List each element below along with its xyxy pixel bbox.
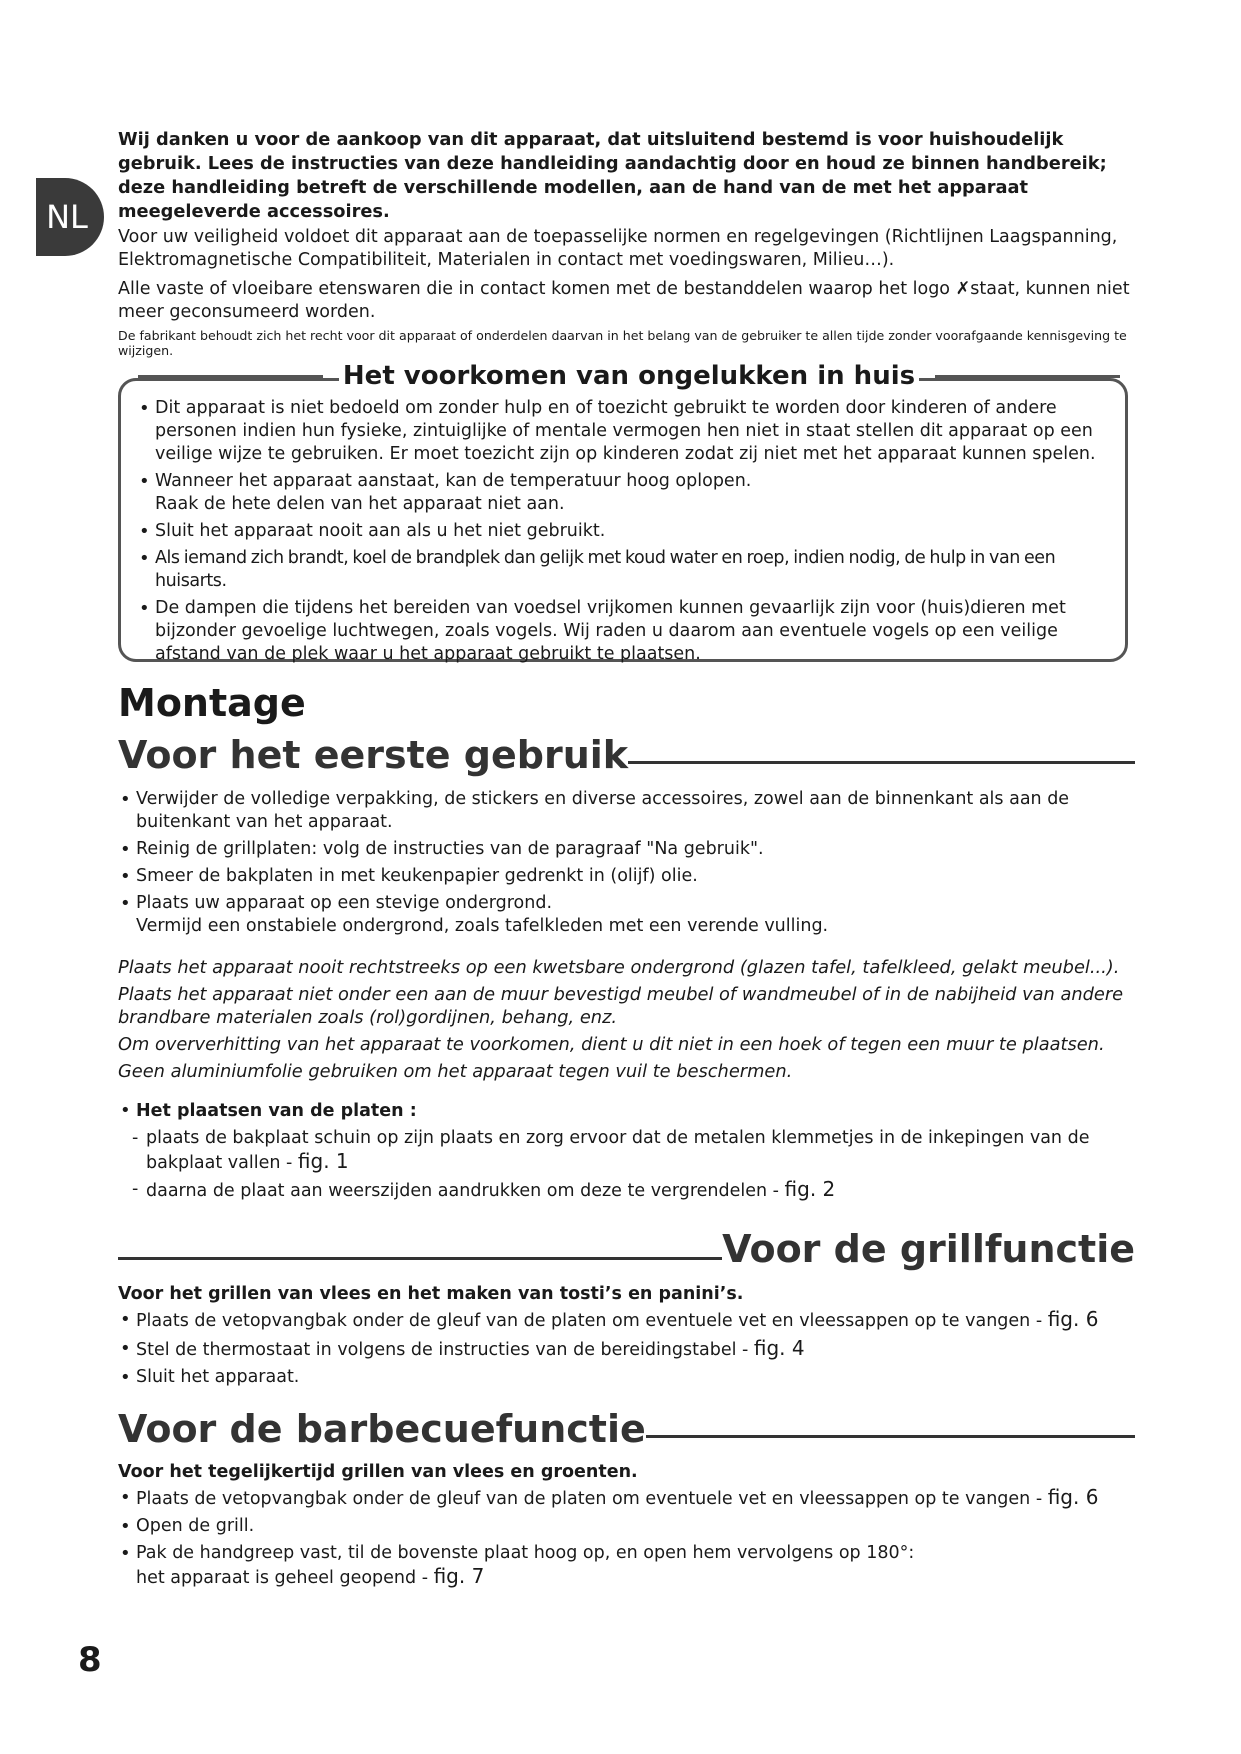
barbecue-heading (118, 1402, 1135, 1456)
list-item: • Smeer de bakplaten in met keukenpapier gedrenkt in (olijf) olie. (118, 865, 1135, 888)
list-item (118, 1308, 1135, 1333)
intro-section (118, 128, 1135, 358)
safety-box (118, 378, 1128, 662)
grill-title: Voor de grillfunctie (722, 1227, 1135, 1271)
food-contact-text-1: Alle vaste of vloeibare etenswaren die in contact komen met de bestanddelen waarop het logo (118, 279, 956, 299)
manufacturer-disclaimer: De fabrikant behoudt zich het recht voor dit apparaat of onderdelen daarvan in het belang van de gebruiker te allen tijde zonder voorafgaande kennisgeving te wijzigen. (118, 328, 1127, 358)
grill-section (118, 1282, 1135, 1393)
figure-reference: fig. 7 (433, 1564, 485, 1588)
plates-steps (118, 1127, 1135, 1203)
warning-note: Geen aluminiumfolie gebruiken om het apparaat tegen vuil te beschermen. (118, 1061, 793, 1082)
safety-title: Het voorkomen van ongelukken in huis (339, 361, 919, 391)
list-item-continuation (136, 1565, 1135, 1590)
barbecue-lead: Voor het tegelijkertijd grillen van vlees en groenten. (118, 1462, 638, 1482)
grill-lead: Voor het grillen van vlees en het maken van tosti’s en panini’s. (118, 1284, 744, 1304)
list-item: • De dampen die tijdens het bereiden van voedsel vrijkomen kunnen gevaarlijk zijn voor (huis)dieren met bijzonder gevoelige luchtwegen, zoals vogels. Wij raden u daarom aan eventuele vogels op een veilige afstand van de plek waar u het apparaat gebruikt te plaatsen. (137, 597, 1111, 666)
food-contact-paragraph (118, 278, 1135, 324)
list-item-text: Pak de handgreep vast, til de bovenste plaat hoog op, en open hem vervolgens op 180°: (136, 1543, 915, 1563)
list-item: • Dit apparaat is niet bedoeld om zonder hulp en of toezicht gebruikt te worden door kinderen of andere personen indien hun fysieke, zintuiglijke of mentale vermogen hen niet in staat stellen dit apparaat op een veilige wijze te gebruiken. Er moet toezicht zijn op kinderen zodat zij niet met het apparaat kunnen spelen. (137, 397, 1111, 466)
plates-list (118, 1099, 1135, 1123)
page-number: 8 (78, 1640, 102, 1680)
list-item: • Sluit het apparaat nooit aan als u het niet gebruikt. (137, 520, 1111, 543)
list-item-text: Plaats de vetopvangbak onder de gleuf van de platen om eventuele vet en vleessappen op te vangen - (136, 1311, 1048, 1331)
barbecue-section (118, 1460, 1135, 1594)
warning-note: Om oververhitting van het apparaat te voorkomen, dient u dit niet in een hoek of tegen een muur te plaatsen. (118, 1034, 1105, 1055)
list-item (118, 1486, 1135, 1511)
list-item (118, 1099, 1135, 1123)
figure-reference: fig. 1 (297, 1149, 349, 1173)
list-item (118, 1366, 1135, 1389)
safety-title-bar (118, 356, 1128, 396)
montage-heading: Montage (118, 681, 306, 725)
list-item (137, 470, 1111, 516)
plates-heading: Het plaatsen van de platen : (136, 1101, 417, 1121)
language-tab: NL (36, 178, 104, 256)
first-use-section (118, 788, 1135, 1206)
safety-compliance-paragraph: Voor uw veiligheid voldoet dit apparaat aan de toepasselijke normen en regelgevingen (Richtlijnen Laagspanning, Elektromagnetische Compatibiliteit, Materialen in contact met voedingswaren, Milieu…). (118, 227, 1118, 270)
heading-rule (646, 1435, 1135, 1438)
title-rule-left (138, 375, 323, 378)
list-item-text: Plaats de vetopvangbak onder de gleuf van de platen om eventuele vet en vleessappen op te vangen - (136, 1489, 1048, 1509)
food-contact-text-2: staat, kunnen niet meer geconsumeerd worden. (118, 279, 1130, 322)
step-text: plaats de bakplaat schuin op zijn plaats en zorg ervoor dat de metalen klemmetjes in de inkepingen van de bakplaat vallen - (146, 1128, 1090, 1173)
list-item (118, 1337, 1135, 1362)
barbecue-title: Voor de barbecuefunctie (118, 1407, 646, 1451)
list-item: • Als iemand zich brandt, koel de brandplek dan gelijk met koud water en roep, indien nodig, de hulp in van een huisarts. (137, 547, 1111, 593)
first-use-list (118, 788, 1135, 938)
grill-list (118, 1308, 1135, 1389)
list-item-text: Open de grill. (136, 1516, 255, 1536)
list-item-continuation: Raak de hete delen van het apparaat niet aan. (155, 494, 565, 514)
figure-reference: fig. 6 (1047, 1485, 1099, 1509)
list-item-text: Sluit het apparaat. (136, 1367, 300, 1387)
intro-bold-paragraph: Wij danken u voor de aankoop van dit apparaat, dat uitsluitend bestemd is voor huishoudelijk gebruik. Lees de instructies van deze handleiding aandachtig door en houd ze binnen handbereik; deze handleiding betreft de verschillende modellen, aan de hand van de met het apparaat meegeleverde accessoires. (118, 129, 1107, 222)
list-item (118, 1542, 1135, 1590)
list-item-continuation: Vermijd een onstabiele ondergrond, zoals tafelkleden met een verende vulling. (136, 916, 829, 936)
list-item: • Reinig de grillplaten: volg de instructies van de paragraaf "Na gebruik". (118, 838, 1135, 861)
list-item (132, 1178, 1135, 1203)
list-item-text: Wanneer het apparaat aanstaat, kan de temperatuur hoog oplopen. (155, 471, 752, 491)
heading-rule (628, 761, 1135, 764)
list-item (132, 1127, 1135, 1175)
figure-reference: fig. 6 (1047, 1307, 1099, 1331)
grill-heading (118, 1222, 1135, 1276)
warning-note: Plaats het apparaat nooit rechtstreeks op een kwetsbare ondergrond (glazen tafel, tafelkleed, gelakt meubel...). (118, 957, 1120, 978)
step-text: daarna de plaat aan weerszijden aandrukken om deze te vergrendelen - (146, 1181, 785, 1201)
title-rule-right (935, 375, 1120, 378)
list-item-text: het apparaat is geheel geopend - (136, 1568, 434, 1588)
list-item: • Verwijder de volledige verpakking, de stickers en diverse accessoires, zowel aan de binnenkant als aan de buitenkant van het apparaat. (118, 788, 1135, 834)
list-item-text: Plaats uw apparaat op een stevige ondergrond. (136, 893, 553, 913)
list-item (118, 1515, 1135, 1538)
heading-rule (118, 1257, 722, 1260)
warning-note: Plaats het apparaat niet onder een aan de muur bevestigd meubel of wandmeubel of in de nabijheid van andere brandbare materialen zoals (rol)gordijnen, behang, enz. (118, 984, 1124, 1028)
figure-reference: fig. 4 (753, 1336, 805, 1360)
safety-list (137, 397, 1111, 666)
figure-reference: fig. 2 (784, 1177, 836, 1201)
first-use-title: Voor het eerste gebruik (118, 733, 629, 777)
first-use-heading (118, 728, 1135, 782)
not-for-food-logo-icon: ✗ (955, 279, 971, 299)
list-item-text: Stel de thermostaat in volgens de instructies van de bereidingstabel - (136, 1340, 754, 1360)
barbecue-list (118, 1486, 1135, 1590)
list-item (118, 892, 1135, 938)
